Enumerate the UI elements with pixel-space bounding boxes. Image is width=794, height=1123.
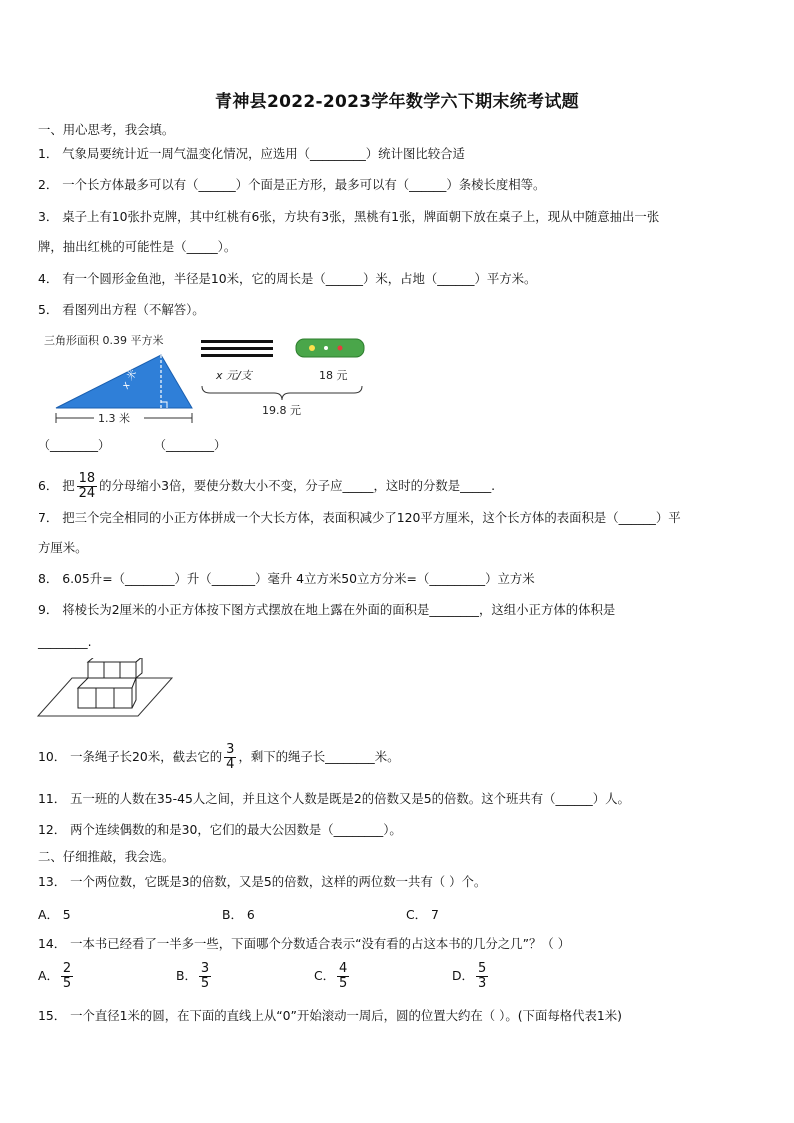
cube: [114, 688, 132, 708]
cube: [88, 662, 104, 678]
cube-stack: [78, 658, 142, 708]
pen-2: [201, 347, 273, 350]
question-3-line-1: 3． 桌子上有10张扑克牌，其中红桃有6张，方块有3张，黑桃有1张，牌面朝下放在桌子上，现从中随意抽出一张: [38, 209, 660, 224]
option-fraction: [199, 962, 211, 991]
question-6: [38, 472, 495, 501]
answer-blank-2: （________）: [154, 438, 227, 452]
base-label: 1.3 米: [98, 412, 130, 425]
fraction-denominator: 24: [78, 486, 96, 501]
page-title: 青神县2022-2023学年数学六下期末统考试题: [215, 92, 579, 112]
pen-3: [201, 354, 273, 357]
section-heading-choose: 二、仔细推敲，我会选。: [38, 849, 175, 864]
answer-blank-1: （________）: [38, 438, 111, 452]
question-1: 1． 气象局要统计近一周气温变化情况，应选用（_________）统计图比较合适: [38, 146, 465, 161]
question-5: 5． 看图列出方程（不解答）。: [38, 302, 205, 317]
q14-option-a[interactable]: [38, 962, 75, 991]
question-6-suffix: 的分母缩小3倍，要使分数大小不变，分子应_____，这时的分数是_____.: [99, 478, 496, 493]
question-3-line-2: 牌，抽出红桃的可能性是（_____）。: [38, 239, 237, 254]
option-fraction: [61, 962, 73, 991]
fraction-numerator: 5: [477, 961, 487, 976]
triangle-area-label: 三角形面积 0.39 平方米: [44, 334, 164, 347]
question-7-line-2: 方厘米。: [38, 540, 88, 555]
fraction-denominator: 5: [200, 976, 210, 991]
question-11: 11． 五一班的人数在35-45人之间，并且这个人数是既是2的倍数又是5的倍数。这个班共有（______）人。: [38, 791, 630, 806]
q13-option-a[interactable]: A． 5: [38, 907, 71, 922]
cube: [78, 688, 96, 708]
fraction-numerator: 4: [339, 961, 348, 976]
option-label: A．: [38, 968, 59, 983]
question-9-line-2: ________.: [38, 634, 92, 649]
option-label: C．: [314, 968, 336, 983]
cube: [104, 662, 120, 678]
option-fraction: [476, 962, 488, 991]
fraction-numerator: 18: [78, 471, 96, 486]
cube-top-front: [78, 678, 136, 688]
cube: [96, 688, 114, 708]
fraction-18-24: [77, 472, 98, 501]
question-9-cube-figure: [36, 658, 176, 720]
q14-option-d[interactable]: [452, 962, 490, 991]
question-2: 2． 一个长方体最多可以有（______）个面是正方形，最多可以有（______）条棱长度相等。: [38, 177, 546, 192]
question-6-prefix: 6． 把: [38, 478, 75, 493]
option-label: D．: [452, 968, 474, 983]
pencil-box-decoration: [309, 345, 315, 351]
question-14: 14． 一本书已经看了一半多一些，下面哪个分数适合表示“没有看的占这本书的几分之几”？（ ）: [38, 936, 571, 951]
question-10-prefix: 10． 一条绳子长20米，截去它的: [38, 749, 223, 764]
question-13: 13． 一个两位数，它既是3的倍数，又是5的倍数，这样的两位数一共有（ ）个。: [38, 874, 487, 889]
question-8: 8． 6.05升=（________）升（_______）毫升 4立方米50立方分米=（_________）立方米: [38, 571, 535, 586]
q13-option-b[interactable]: B． 6: [222, 907, 255, 922]
cube: [120, 662, 136, 678]
pencil-box-decoration-3: [338, 346, 343, 351]
fraction-denominator: 4: [226, 757, 235, 772]
pen-1: [201, 340, 273, 343]
question-9-line-1: 9． 将棱长为2厘米的小正方体按下图方式摆放在地上露在外面的面积是________，这组小正方体的体积是: [38, 602, 616, 617]
question-7-line-1: 7． 把三个完全相同的小正方体拼成一个大长方体，表面积减少了120平方厘米，这个长方体的表面积是（______）平: [38, 510, 681, 525]
pencil-box-decoration-2: [324, 346, 328, 350]
question-10: [38, 743, 400, 772]
question-5-figure: [36, 326, 376, 456]
section-heading-fill: 一、用心思考，我会填。: [38, 122, 175, 137]
pen-price-label: x 元/支: [216, 369, 252, 382]
question-4: 4． 有一个圆形金鱼池，半径是10米，它的周长是（______）米，占地（______）平方米。: [38, 271, 537, 286]
cube-side: [136, 658, 142, 678]
fraction-denominator: 5: [339, 976, 348, 991]
option-fraction: [337, 962, 349, 991]
pencil-box-icon: [296, 339, 364, 357]
question-10-suffix: ，剩下的绳子长________米。: [238, 749, 400, 764]
q14-option-b[interactable]: [176, 962, 213, 991]
fraction-numerator: 3: [226, 742, 235, 757]
fraction-numerator: 3: [200, 961, 210, 976]
question-15: 15． 一个直径1米的圆，在下面的直线上从“0”开始滚动一周后，圆的位置大约在（ ）。(下面每格代表1米): [38, 1008, 623, 1023]
option-label: B．: [176, 968, 197, 983]
fraction-denominator: 5: [62, 976, 72, 991]
total-price-label: 19.8 元: [262, 404, 301, 417]
fraction-numerator: 2: [62, 961, 72, 976]
cube-top: [88, 658, 142, 662]
box-price-label: 18 元: [319, 369, 348, 382]
q14-option-c[interactable]: [314, 962, 351, 991]
question-12: 12． 两个连续偶数的和是30，它们的最大公因数是（________）。: [38, 822, 402, 837]
fraction-3-4: [224, 743, 236, 772]
height-label: x 米: [120, 368, 140, 391]
total-brace: [202, 386, 362, 400]
q13-option-c[interactable]: C． 7: [406, 907, 439, 922]
fraction-denominator: 3: [477, 976, 487, 991]
